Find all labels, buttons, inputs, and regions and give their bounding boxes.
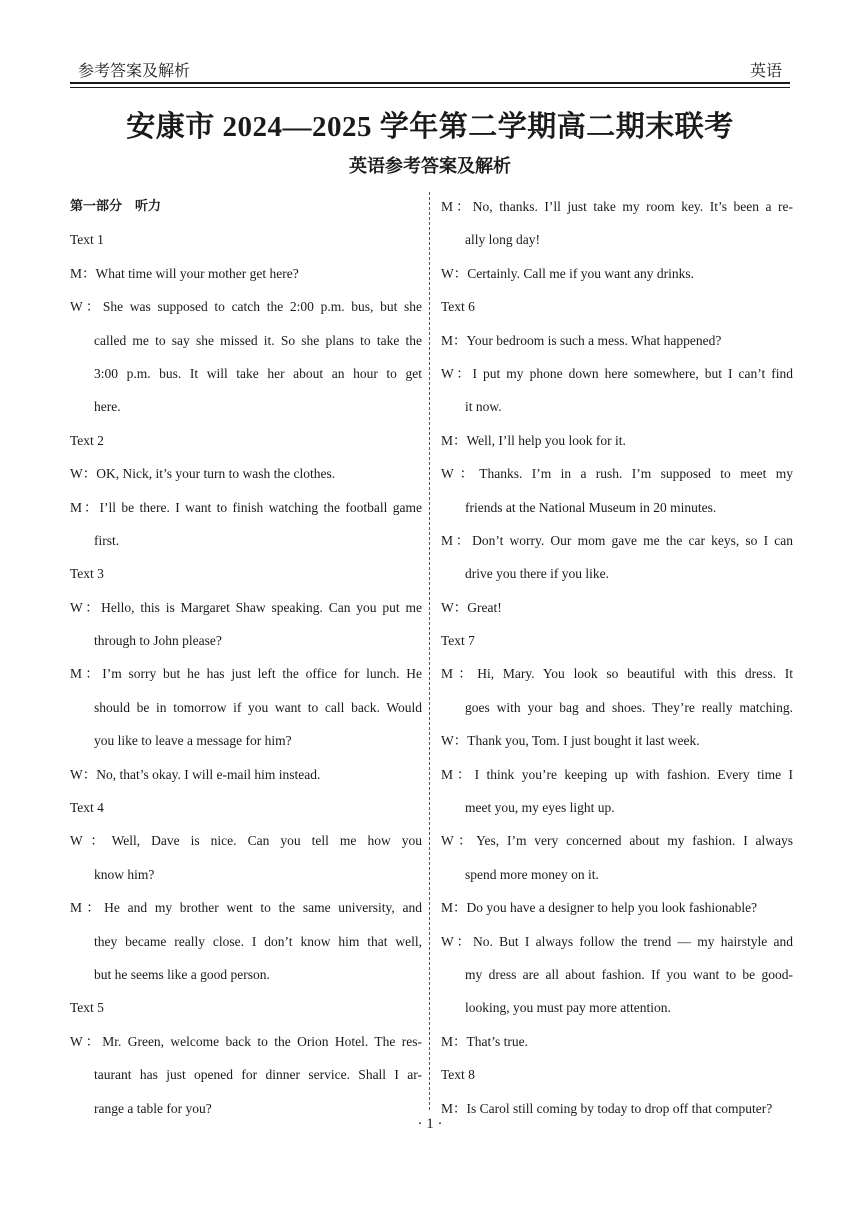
transcript-line: Text 4 [70, 800, 104, 816]
transcript-line: ally long day! [465, 232, 540, 248]
transcript-line: M：Hi, Mary. You look so beautiful with this dress. It [441, 666, 793, 682]
transcript-line: W：Mr. Green, welcome back to the Orion Hotel. The res- [70, 1033, 422, 1049]
transcript-line: you like to leave a message for him? [94, 733, 292, 749]
page-number: · 1 · [417, 1116, 443, 1132]
transcript-line: Text 1 [70, 232, 104, 248]
transcript-line: my dress are all about fashion. If you want to be good- [465, 966, 793, 982]
transcript-line: Text 3 [70, 566, 104, 582]
header-rule-thin [70, 87, 790, 88]
transcript-line: M：Do you have a designer to help you look fashionable? [441, 900, 758, 916]
transcript-line: know him? [94, 866, 155, 882]
transcript-line: Text 5 [70, 1000, 104, 1016]
transcript-line: W：She was supposed to catch the 2:00 p.m. bus, but she [70, 299, 422, 315]
transcript-line: M：I think you’re keeping up with fashion. Every time I [441, 766, 793, 782]
transcript-line: W：No, that’s okay. I will e-mail him instead. [70, 766, 321, 782]
transcript-line: Text 8 [441, 1067, 475, 1083]
transcript-line: should be in tomorrow if you want to call back. Would [94, 699, 422, 715]
transcript-line: goes with your bag and shoes. They’re really matching. [465, 699, 793, 715]
transcript-line: Text 6 [441, 299, 475, 315]
section-heading: 第一部分 听力 [70, 199, 162, 214]
transcript-line: but he seems like a good person. [94, 966, 270, 982]
header-left-label: 参考答案及解析 [78, 63, 191, 80]
transcript-line: first. [94, 532, 120, 548]
document-subtitle: 英语参考答案及解析 [349, 156, 511, 177]
transcript-line: spend more money on it. [465, 866, 599, 882]
transcript-line: they became really close. I don’t know him that well, [94, 933, 422, 949]
transcript-line: meet you, my eyes light up. [465, 800, 615, 816]
transcript-line: M：No, thanks. I’ll just take my room key. It’s been a re- [441, 199, 793, 214]
header-rule-thick [70, 82, 790, 84]
transcript-line: W：Well, Dave is nice. Can you tell me how you [70, 833, 422, 849]
transcript-line: W：Yes, I’m very concerned about my fashion. I always [441, 833, 793, 849]
transcript-line: friends at the National Museum in 20 minutes. [465, 499, 717, 515]
left-column [70, 190, 422, 1125]
transcript-line: W：Great! [441, 599, 502, 615]
transcript-line: W：Thank you, Tom. I just bought it last week. [441, 733, 700, 749]
transcript-line: drive you there if you like. [465, 566, 609, 582]
right-column [441, 190, 793, 1125]
transcript-line: called me to say she missed it. So she plans to take the [94, 332, 422, 348]
transcript-line: W：I put my phone down here somewhere, but I can’t find [441, 365, 793, 381]
transcript-line: M：I’m sorry but he has just left the office for lunch. He [70, 666, 422, 682]
transcript-line: 3:00 p.m. bus. It will take her about an hour to get [94, 365, 422, 381]
header-right-label: 英语 [749, 63, 782, 80]
transcript-line: here. [94, 399, 121, 415]
transcript-line: M：What time will your mother get here? [70, 265, 299, 281]
column-divider [429, 192, 430, 1110]
transcript-line: M：Is Carol still coming by today to drop off that computer? [441, 1100, 773, 1116]
transcript-line: it now. [465, 399, 502, 415]
transcript-line: Text 7 [441, 633, 475, 649]
transcript-line: W：Certainly. Call me if you want any drinks. [441, 265, 694, 281]
transcript-line: W：No. But I always follow the trend — my hairstyle and [441, 933, 793, 949]
transcript-line: M：I’ll be there. I want to finish watching the football game [70, 499, 422, 515]
running-header [70, 52, 790, 82]
transcript-line: taurant has just opened for dinner service. Shall I ar- [94, 1067, 422, 1083]
transcript-line: Text 2 [70, 432, 104, 448]
transcript-line: M：That’s true. [441, 1033, 528, 1049]
transcript-line: M：He and my brother went to the same university, and [70, 900, 422, 916]
transcript-line: range a table for you? [94, 1100, 212, 1116]
transcript-line: through to John please? [94, 633, 222, 649]
transcript-line: M：Don’t worry. Our mom gave me the car keys, so I can [441, 532, 793, 548]
transcript-line: M：Well, I’ll help you look for it. [441, 432, 626, 448]
transcript-line: W：OK, Nick, it’s your turn to wash the clothes. [70, 466, 336, 482]
transcript-line: M：Your bedroom is such a mess. What happened? [441, 332, 722, 348]
document-title: 安康市 2024—2025 学年第二学期高二期末联考 [126, 111, 734, 143]
transcript-line: W：Thanks. I’m in a rush. I’m supposed to meet my [441, 466, 793, 482]
transcript-line: looking, you must pay more attention. [465, 1000, 671, 1016]
transcript-line: W：Hello, this is Margaret Shaw speaking. Can you put me [70, 599, 422, 615]
